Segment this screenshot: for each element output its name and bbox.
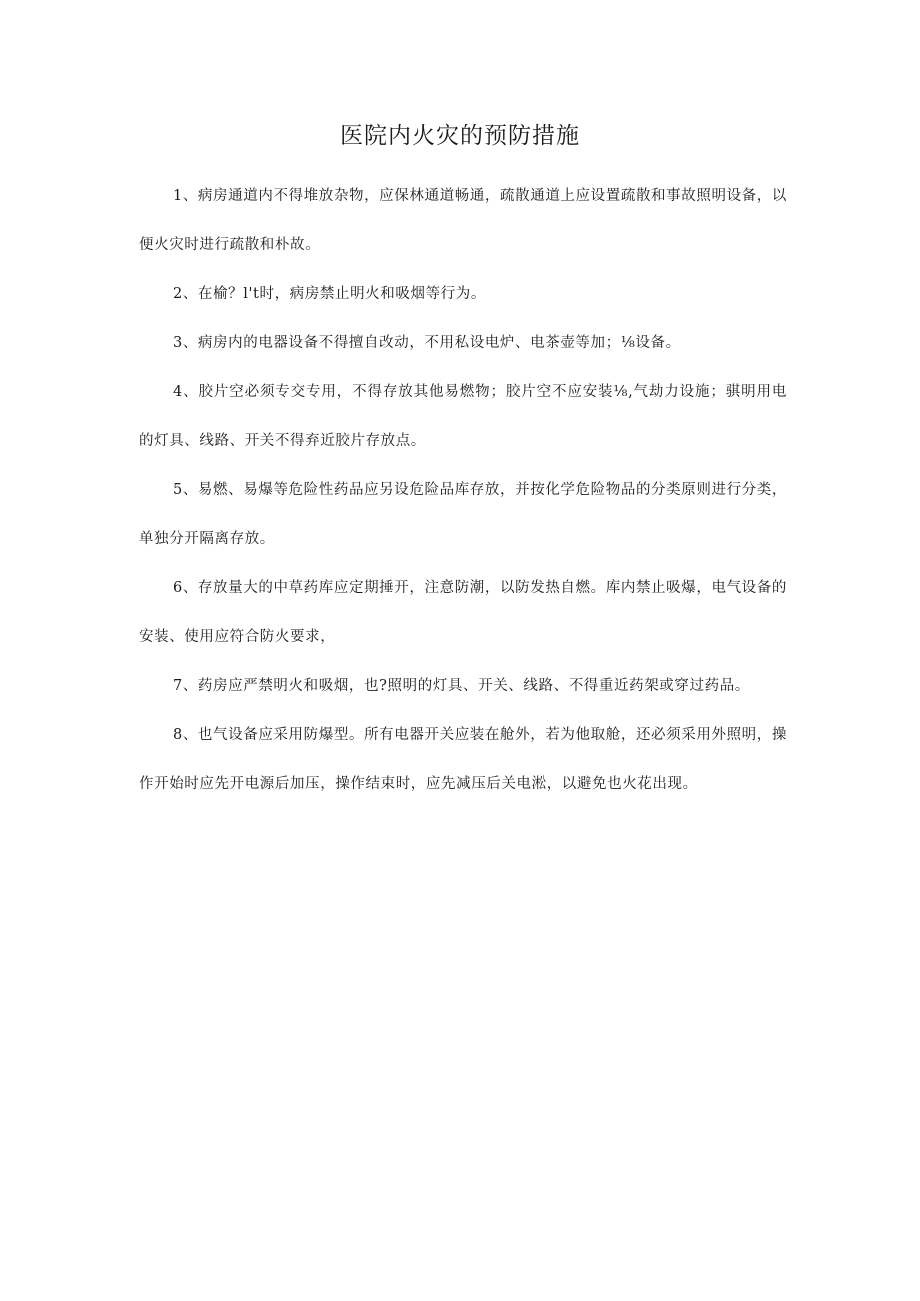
paragraph-8: 8、也气设备应采用防爆型。所有电器开关应装在舱外，若为他取舱，还必须采用外照明，操作开始时应先开电源后加压，操作结束时，应先减压后关电淞，以避免也火花出现。 (139, 727, 787, 792)
paragraph-6: 6、存放量大的中草药库应定期捶开，注意防潮，以防发热自燃。库内禁止吸爆，电气设备的安装、使用应符合防火要求， (139, 580, 787, 645)
paragraph-1: 1、病房通道内不得堆放杂物，应保林通道畅通，疏散通道上应设置疏散和事故照明设备，以便火灾时进行疏散和朴故。 (139, 188, 787, 253)
paragraph-5: 5、易燃、易爆等危险性药品应另设危险品库存放，并按化学危险物品的分类原则进行分类，单独分开隔离存放。 (139, 482, 787, 547)
page-title: 医院内火灾的预防措施 (340, 123, 580, 149)
paragraph-2: 2、在榆？l't时，病房禁止明火和吸烟等行为。 (173, 286, 486, 302)
paragraph-4: 4、胶片空必须专交专用，不得存放其他易燃物；胶片空不应安装⅛,气劫力设施；骐明用电的灯具、线路、开关不得弃近胶片存放点。 (139, 384, 787, 449)
paragraph-3: 3、病房内的电器设备不得擅自改动，不用私设电炉、电茶壶等加；⅛设备。 (173, 335, 681, 351)
document-body (139, 172, 787, 809)
paragraph-7: 7、药房应严禁明火和吸烟，也?照明的灯具、开关、线路、不得重近药架或穿过药品。 (173, 678, 750, 694)
